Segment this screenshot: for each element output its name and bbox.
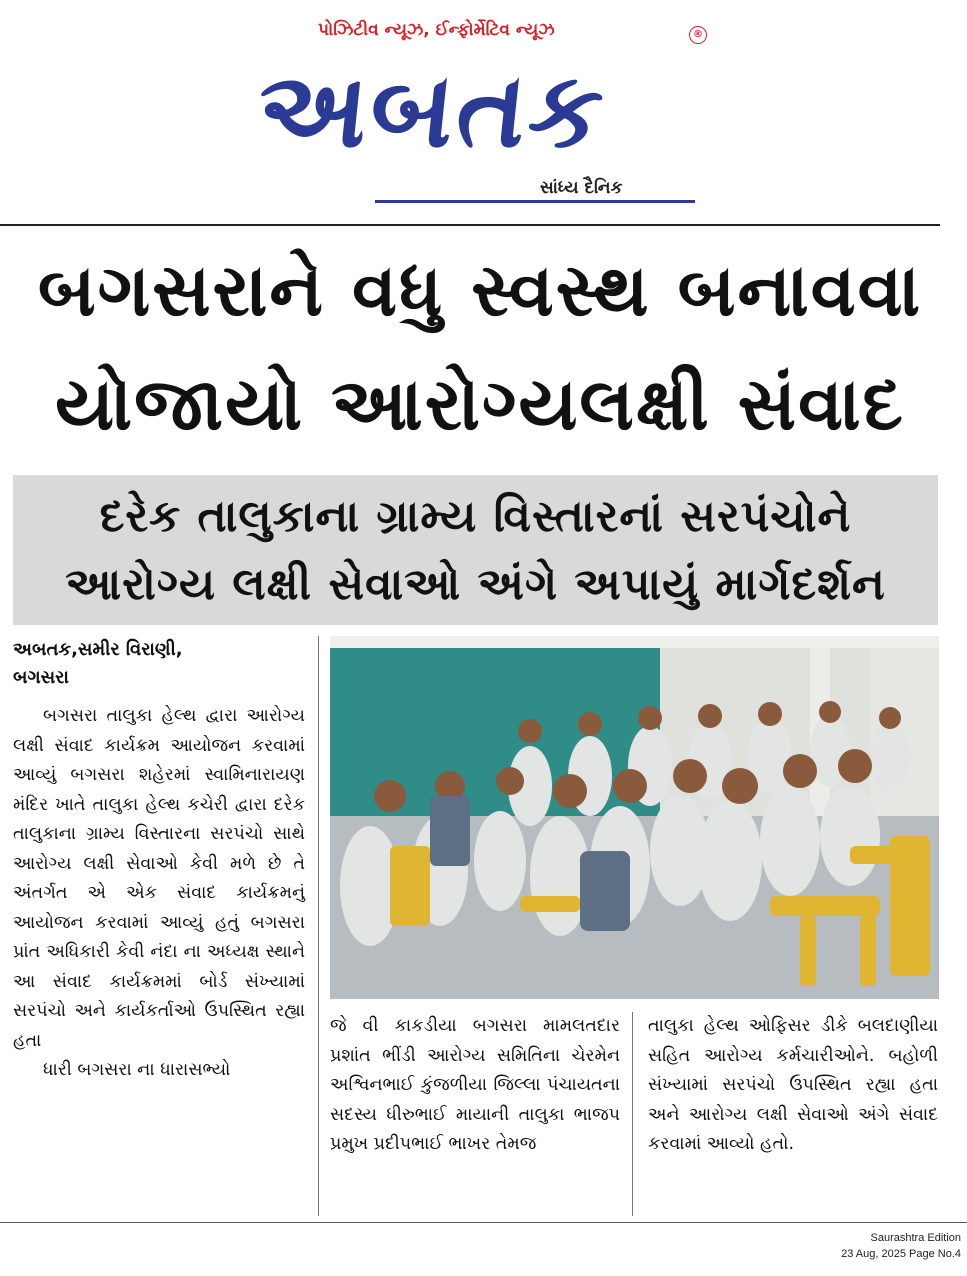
newspaper-logo: અબતક [251,49,613,171]
column-divider [318,636,319,1216]
headline [0,230,967,470]
article-paragraph: જે વી કાકડીયા બગસરા મામલતદાર પ્રશાંત ભીંડી આરોગ્ય સમિતિના ચેરમેન અશ્વિનભાઈ કુંજળીયા જિલ્લા પંચાયતના સદસ્ય ધીરુભાઈ માયાની તાલુકા ભાજપ પ્રમુખ પ્રદીપભાઈ ભાખર તેમજ [330,1016,620,1154]
headline-line-2: યોજાયો આરોગ્યલક્ષી સંવાદ [55,362,905,446]
article-paragraph: ધારી બગસરા ના ધારાસભ્યો [43,1060,231,1080]
column-divider [632,1012,633,1216]
audience-photo-illustration [330,636,939,999]
registered-mark-icon: ® [689,26,707,44]
masthead-tagline: પોઝિટીવ ન્યૂઝ, ઈન્ફોર્મેટિવ ન્યૂઝ [318,20,555,40]
subheadline-line-2: આરોગ્ય લક્ષી સેવાઓ અંગે અપાયું માર્ગદર્શન [65,559,886,610]
masthead-divider [0,224,940,226]
article-paragraph: બગસરા તાલુકા હેલ્થ દ્વારા આરોગ્ય લક્ષી સંવાદ કાર્યક્રમ આયોજન કરવામાં આવ્યું બગસરા શહેરમાં સ્વામિનારાયણ મંદિર ખાતે તાલુકા હેલ્થ કચેરી દ્વારા દરેક તાલુકાના ગ્રામ્ય વિસ્તારના સરપંચો સાથે આરોગ્ય લક્ષી સેવાઓ કેવી મળે છે તે અંતર્ગત એ એક સંવાદ કાર્યક્રમનું આયોજન કરવામાં આવ્યું હતું બગસરા પ્રાંત અધિકારી કેવી નંદા ના અધ્યક્ષ સ્થાને આ સંવાદ કાર્યક્રમમાં બોર્ડ સંખ્યામાં સરપંચો અને કાર્યકર્તાઓ ઉપસ્થિત રહ્યા હતા [13,706,305,1051]
byline [13,636,308,692]
byline-author: અબતક,સમીર વિરાણી, [13,639,183,660]
article-photo [330,636,939,999]
subheadline-line-1: દરેક તાલુકાના ગ્રામ્ય વિસ્તારનાં સરપંચોને [99,491,852,542]
byline-place: બગસરા [13,667,69,688]
logo-underline [375,200,695,203]
subheadline-box [13,475,938,625]
article-column-2 [330,1012,620,1160]
date-page-number: 23 Aug, 2025 Page No.4 [841,1248,961,1260]
article-column-1 [13,702,305,1086]
footer-divider [0,1222,967,1223]
masthead [0,0,967,215]
article-paragraph: તાલુકા હેલ્થ ઓફિસર ડીકે બલદાણીયા સહિત આરોગ્ય કર્મચારીઓને. બહોળી સંખ્યામાં સરપંચો ઉપસ્થિત રહ્યા હતા અને આરોગ્ય લક્ષી સેવાઓ અંગે સંવાદ કરવામાં આવ્યો હતો. [648,1016,938,1154]
edition-type: સાંધ્ય દૈનિક [540,178,623,198]
headline-line-1: બગસરાને વધુ સ્વસ્થ બનાવવા [37,248,923,332]
article-column-3 [648,1012,938,1160]
page-footer [841,1230,961,1262]
edition-name: Saurashtra Edition [870,1232,961,1244]
